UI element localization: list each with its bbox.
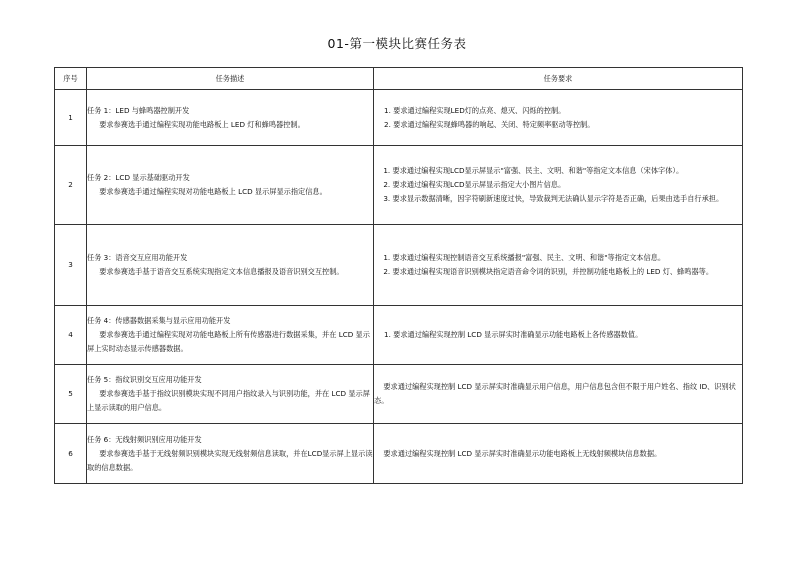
- requirement-item: 2. 要求通过编程实现蜂鸣器的响起、关闭、特定频率驱动等控制。: [384, 119, 595, 129]
- requirement-item: 1. 要求通过编程实现LCD显示屏显示"富强、民主、文明、和谐"等指定文本信息（宋体字体）。: [383, 166, 684, 175]
- task-description-cell: [87, 306, 374, 365]
- task-requirements-cell: [374, 225, 743, 306]
- row-no: 6: [55, 424, 87, 484]
- requirement-item: 1. 要求通过编程实现控制语音交互系统播报"富强、民主、文明、和谐"等指定文本信息。: [383, 253, 666, 262]
- task-description-cell: [87, 90, 374, 146]
- requirement-item: 2. 要求通过编程实现LCD显示屏显示指定大小图片信息。: [383, 180, 566, 189]
- task-title: 任务 2：LCD 显示基础驱动开发: [87, 173, 190, 182]
- page-title: 01-第一模块比赛任务表: [327, 36, 467, 51]
- task-description-cell: [87, 424, 374, 484]
- task-title: 任务 3：语音交互应用功能开发: [87, 253, 188, 262]
- task-description-cell: [87, 146, 374, 225]
- table-header-row: [55, 68, 743, 90]
- task-description: 要求参赛选手通过编程实现功能电路板上 LED 灯和蜂鸣器控制。: [99, 119, 305, 129]
- header-desc: 任务描述: [87, 68, 374, 90]
- requirement-item: 2. 要求通过编程实现语音识别模块指定语音命令词的识别，并控制功能电路板上的 LED 灯、蜂鸣器等。: [383, 267, 714, 276]
- table-row: [55, 424, 743, 484]
- task-title: 任务 5：指纹识别交互应用功能开发: [87, 375, 202, 384]
- task-requirements-cell: [374, 90, 743, 146]
- row-no: 1: [55, 90, 87, 146]
- task-title: 任务 6：无线射频识别应用功能开发: [87, 434, 202, 444]
- task-requirements-cell: [374, 146, 743, 225]
- task-description: 要求参赛选手基于语音交互系统实现指定文本信息播报及语音识别交互控制。: [99, 267, 344, 276]
- task-description: 要求参赛选手通过编程实现对功能电路板上 LCD 显示屏显示指定信息。: [99, 187, 327, 196]
- task-description: 要求参赛选手基于无线射频识别模块实现无线射频信息读取，并在LCD显示屏上显示读取的信息数据。: [87, 448, 373, 472]
- table-row: [55, 146, 743, 225]
- row-no: 2: [55, 146, 87, 225]
- task-requirements-cell: [374, 306, 743, 365]
- table-row: [55, 365, 743, 424]
- task-description-cell: [87, 365, 374, 424]
- task-description: 要求参赛选手通过编程实现对功能电路板上所有传感器进行数据采集，并在 LCD 显示屏上实时动态显示传感器数据。: [87, 330, 370, 353]
- task-description: 要求参赛选手基于指纹识别模块实现不同用户指纹录入与识别功能，并在 LCD 显示屏上显示读取的用户信息。: [87, 389, 370, 412]
- task-requirements-cell: [374, 424, 743, 484]
- requirement-item: 1. 要求通过编程实现LED灯的点亮、熄灭、闪烁的控制。: [384, 105, 566, 115]
- requirement-item: 要求通过编程实现控制 LCD 显示屏实时准确显示功能电路板上无线射频模块信息数据。: [383, 448, 662, 458]
- table-row: [55, 225, 743, 306]
- requirement-item: 1. 要求通过编程实现控制 LCD 显示屏实时准确显示功能电路板上各传感器数值。: [384, 330, 643, 339]
- header-no: 序号: [55, 68, 87, 90]
- table-row: [55, 306, 743, 365]
- row-no: 3: [55, 225, 87, 306]
- requirement-item: 3. 要求显示数据清晰，因字符刷新速度过快，导致裁判无法确认显示字符是否正确，后果由选手自行承担。: [383, 194, 724, 203]
- row-no: 4: [55, 306, 87, 365]
- task-title: 任务 1：LED 与蜂鸣器控制开发: [87, 105, 190, 115]
- row-no: 5: [55, 365, 87, 424]
- task-title: 任务 4：传感器数据采集与显示应用功能开发: [87, 316, 231, 325]
- header-req: 任务要求: [374, 68, 743, 90]
- table-row: [55, 90, 743, 146]
- task-description-cell: [87, 225, 374, 306]
- task-table: [54, 67, 743, 484]
- task-requirements-cell: [374, 365, 743, 424]
- requirement-item: 要求通过编程实现控制 LCD 显示屏实时准确显示用户信息，用户信息包含但不限于用户姓名、指纹 ID、识别状态。: [374, 382, 736, 405]
